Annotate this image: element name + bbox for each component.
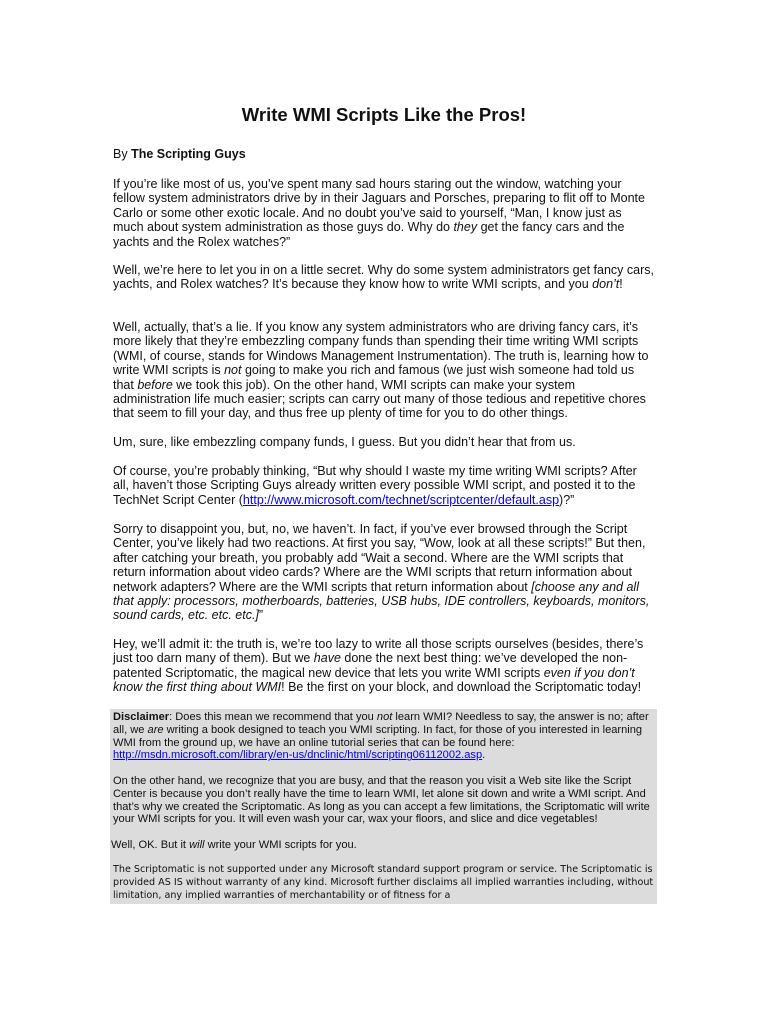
paragraph-5: Of course, you’re probably thinking, “But why should I waste my time writing WMI scripts? After all, haven’t those Scripting Guys already written every possible WMI script, and posted it to the TechNet Script Center (http://www.microsoft.com/technet/scriptcenter/default.asp)?” xyxy=(113,464,637,507)
wmi-tutorial-link[interactable]: http://msdn.microsoft.com/library/en-us/dnclinic/html/scripting06112002.asp xyxy=(113,749,483,762)
paragraph-6: Sorry to disappoint you, but, no, we haven’t. In fact, if you’ve ever browsed through the Script Center, you’ve likely had two reactions. At first you say, “Wow, look at all these scripts!” But then, after catching your breath, you probably add “Wait a second. Where are the WMI scripts that return information about video cards? Where are the WMI scripts that return information about network adapters? Where are the WMI scripts that return information about [choose any and all that apply: processors, motherboards, batteries, USB hubs, IDE controllers, keyboards, monitors, sound cards, etc. etc. etc.]” xyxy=(113,522,650,623)
paragraph-7: Hey, we’ll admit it: the truth is, we’re too lazy to write all those scripts ourselves (besides, there’s just too darn many of them). But we have done the next best thing: we’ve developed the non-patented Scriptomatic, the magical new device that lets you write WMI scripts even if you don’t know the first thing about WMI! Be the first on your block, and download the Scriptomatic today! xyxy=(113,637,644,695)
script-center-link[interactable]: http://www.microsoft.com/technet/scriptcenter/default.asp xyxy=(242,492,560,507)
disclaimer-paragraph: Disclaimer: Does this mean we recommend that you not learn WMI? Needless to say, the answer is no; after all, we are writing a book designed to teach you WMI scripting. In fact, for those of you interested in learning WMI from the ground up, we have an online tutorial series that can be found here: http://msdn.microsoft.com/library/en-us/dnclinic/html/scripting06112002.asp. xyxy=(113,711,649,762)
legal-notice: The Scriptomatic is not supported under any Microsoft standard support program or service. The Scriptomatic is provided AS IS without warranty of any kind. Microsoft further disclaims all implied warranties including, without limitation, any implied warranties of merchantability or of fitness for a xyxy=(113,864,654,901)
byline-author: The Scripting Guys xyxy=(131,147,246,161)
closing-paragraph: Well, OK. But it will write your WMI scripts for you. xyxy=(111,839,357,851)
paragraph-3: Well, actually, that’s a lie. If you know any system administrators who are driving fancy cars, it’s more likely that they’re embezzling company funds than spending their time writing WMI scripts (WMI, of course, stands for Windows Management Instrumentation). The truth is, learning how to write WMI scripts is not going to make you rich and famous (we just wish someone had told us that before we took this job). On the other hand, WMI scripts can make your system administration life much easier; scripts can carry out many of those tedious and repetitive chores that seem to fill your day, and thus free up plenty of time for you to do other things. xyxy=(113,320,649,421)
paragraph-2: Well, we’re here to let you in on a little secret. Why do some system administrators get fancy cars, yachts, and Rolex watches? It’s because they know how to write WMI scripts, and you don’t! xyxy=(113,263,654,292)
scriptomatic-paragraph: On the other hand, we recognize that you are busy, and that the reason you visit a Web site like the Script Center is because you don’t really have the time to learn WMI, let alone sit down and write a WMI script. And that’s why we created the Scriptomatic. As long as you can accept a few limitations, the Scriptomatic will write your WMI scripts for you. It will even wash your car, wax your floors, and slice and dice vegetables! xyxy=(113,775,650,826)
paragraph-4: Um, sure, like embezzling company funds, I guess. But you didn’t hear that from us. xyxy=(113,435,576,449)
article-title: Write WMI Scripts Like the Pros! xyxy=(241,104,527,125)
byline xyxy=(113,147,246,161)
byline-prefix: By xyxy=(113,147,132,161)
disclaimer-label: Disclaimer xyxy=(113,711,170,723)
paragraph-1: If you’re like most of us, you’ve spent many sad hours staring out the window, watching your fellow system administrators drive by in their Jaguars and Porsches, preparing to flit off to Monte Carlo or some other exotic locale. And no doubt you’ve said to yourself, “Man, I know just as much about system administration as those guys do. Why do they get the fancy cars and the yachts and the Rolex watches?” xyxy=(113,177,645,249)
